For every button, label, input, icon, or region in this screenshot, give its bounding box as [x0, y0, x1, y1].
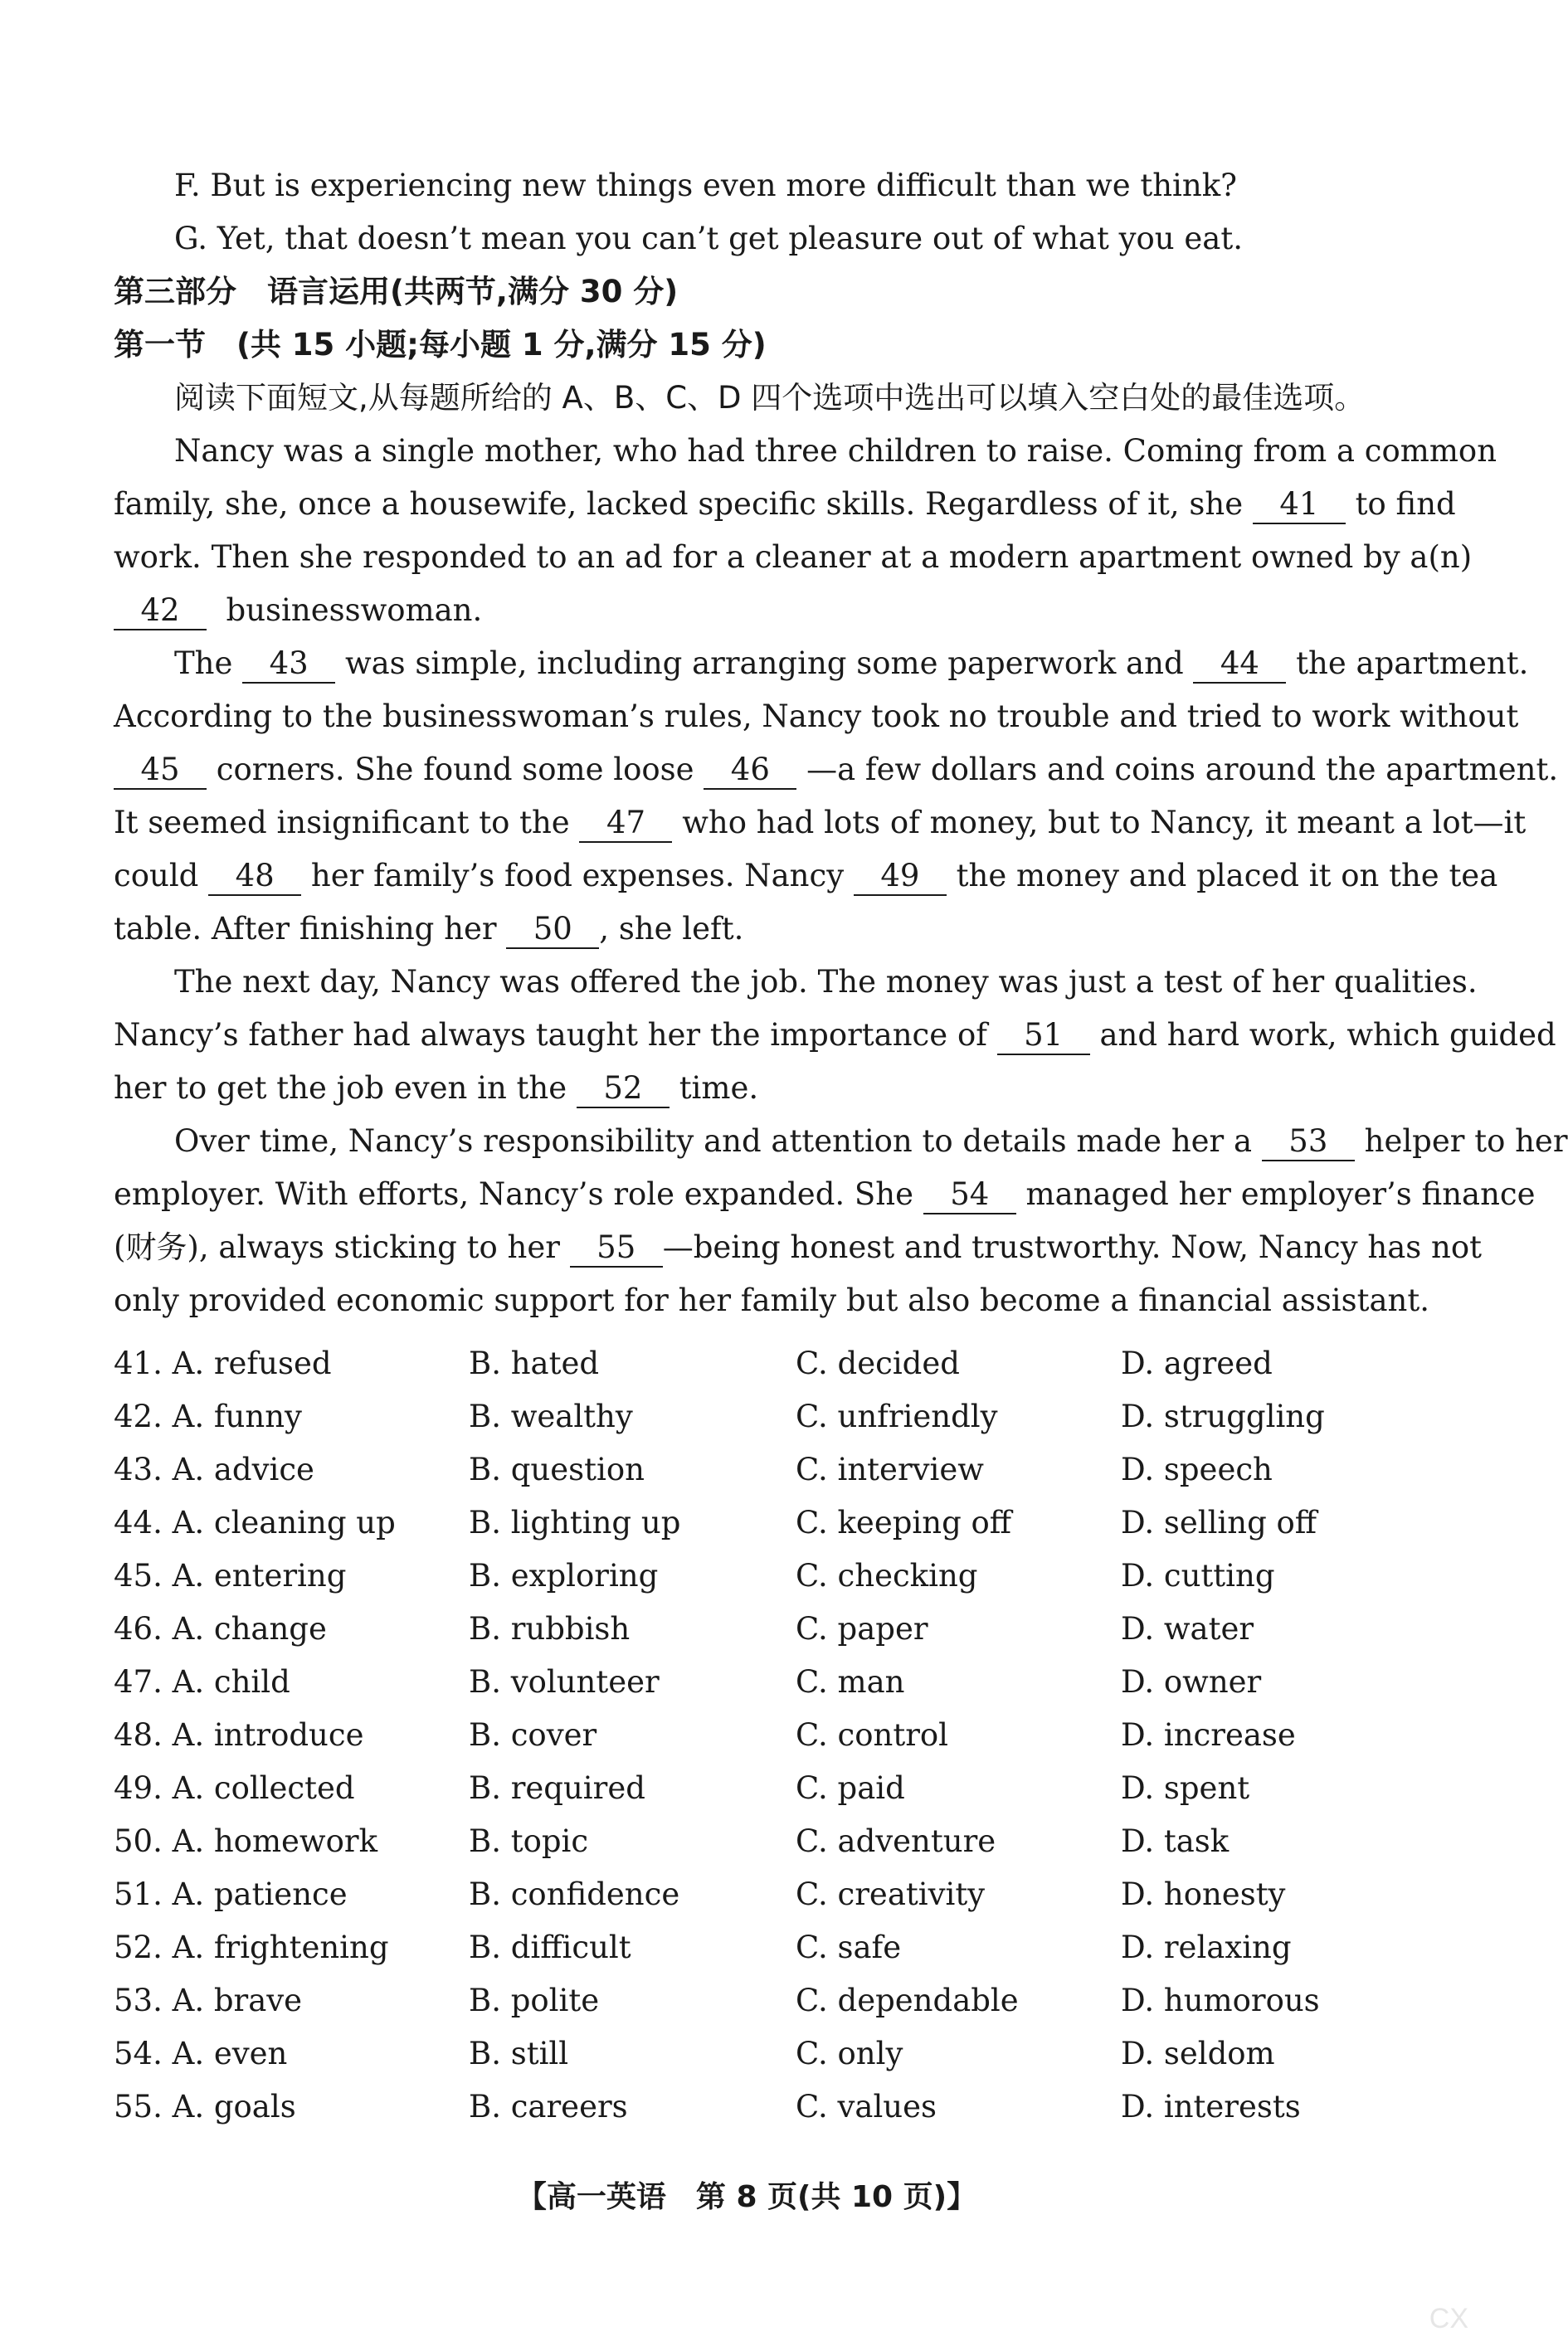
option-c: C. values	[796, 2089, 937, 2125]
text: her family’s food expenses. Nancy	[310, 858, 845, 893]
page-footer: 【高一英语 第 8 页(共 10 页)】	[516, 2180, 977, 2214]
question-row	[114, 1974, 1434, 2027]
question-row	[114, 2027, 1434, 2081]
passage-line	[174, 637, 1529, 690]
text: —being honest and trustworthy. Now, Nancy has not	[662, 1229, 1482, 1265]
question-row	[114, 1709, 1434, 1762]
text: , she left.	[599, 911, 744, 947]
option-c: C. man	[796, 1664, 905, 1700]
blank-42: 42	[114, 592, 207, 630]
text: helper to her	[1364, 1123, 1568, 1159]
option-b: B. volunteer	[469, 1664, 660, 1700]
option-c: C. only	[796, 2036, 903, 2071]
option-c: C. control	[796, 1717, 949, 1753]
option-d: D. interests	[1121, 2089, 1301, 2125]
question-row	[114, 1443, 1434, 1497]
option-d: D. speech	[1121, 1452, 1273, 1487]
option-a: 44. A. cleaning up	[114, 1505, 396, 1540]
text: was simple, including arranging some paperwork and	[344, 645, 1184, 681]
option-d: D. agreed	[1121, 1346, 1273, 1381]
passage-line	[114, 584, 1434, 637]
option-c: C. keeping off	[796, 1505, 1012, 1540]
blank-50: 50	[506, 911, 599, 949]
option-b: B. rubbish	[469, 1611, 631, 1647]
text: It seemed insignificant to the	[114, 805, 570, 840]
text: employer. With efforts, Nancy’s role expanded. She	[114, 1176, 913, 1212]
option-b: B. cover	[469, 1717, 597, 1753]
option-a: 51. A. patience	[114, 1876, 348, 1912]
blank-49: 49	[854, 858, 947, 896]
option-d: D. cutting	[1121, 1558, 1275, 1594]
question-row	[114, 1550, 1434, 1603]
text: managed her employer’s finance	[1025, 1176, 1536, 1212]
blank-45: 45	[114, 752, 207, 790]
option-a: 47. A. child	[114, 1664, 290, 1700]
passage-line	[114, 1009, 1556, 1062]
blank-43: 43	[242, 645, 335, 684]
text: to find	[1355, 486, 1456, 522]
text: and hard work, which guided	[1099, 1017, 1556, 1053]
text: corners. She found some loose	[216, 752, 694, 787]
option-a: 43. A. advice	[114, 1452, 314, 1487]
option-b: B. question	[469, 1452, 645, 1487]
question-row	[114, 1868, 1434, 1921]
option-d: D. water	[1121, 1611, 1254, 1647]
option-b: B. hated	[469, 1346, 600, 1381]
question-row	[114, 1815, 1434, 1868]
option-d: D. selling off	[1121, 1505, 1317, 1540]
option-b: B. careers	[469, 2089, 628, 2125]
option-d: D. task	[1121, 1823, 1230, 1859]
text: Over time, Nancy’s responsibility and attention to details made her a	[174, 1123, 1253, 1159]
option-c: C. safe	[796, 1930, 902, 1965]
option-c: C. paper	[796, 1611, 928, 1647]
option-d: D. struggling	[1121, 1399, 1325, 1434]
option-a: 50. A. homework	[114, 1823, 377, 1859]
text: the apartment.	[1296, 645, 1529, 681]
question-row	[114, 1921, 1434, 1974]
blank-53: 53	[1262, 1123, 1355, 1161]
text: (财务), always sticking to her	[114, 1229, 560, 1265]
text: could	[114, 858, 199, 893]
passage-line: The next day, Nancy was offered the job. The money was just a test of her qualities.	[174, 964, 1478, 1000]
text: her to get the job even in the	[114, 1070, 567, 1106]
watermark: CX	[1429, 2303, 1468, 2334]
option-b: B. topic	[469, 1823, 589, 1859]
section-title: 第一节 (共 15 小题;每小题 1 分,满分 15 分)	[114, 327, 767, 363]
passage-line	[174, 1115, 1568, 1168]
text: businesswoman.	[226, 592, 483, 628]
text: table. After finishing her	[114, 911, 497, 947]
option-d: D. increase	[1121, 1717, 1296, 1753]
option-c: C. creativity	[796, 1876, 986, 1912]
passage-line: work. Then she responded to an ad for a cleaner at a modern apartment owned by a(n)	[114, 539, 1473, 575]
blank-54: 54	[923, 1176, 1016, 1214]
blank-46: 46	[704, 752, 796, 790]
passage-line	[114, 1062, 1434, 1115]
text: —a few dollars and coins around the apartment.	[806, 752, 1559, 787]
text: who had lots of money, but to Nancy, it meant a lot—it	[682, 805, 1527, 840]
option-c: C. paid	[796, 1770, 905, 1806]
option-g: G. Yet, that doesn’t mean you can’t get pleasure out of what you eat.	[174, 221, 1243, 256]
option-b: B. still	[469, 2036, 569, 2071]
option-a: 54. A. even	[114, 2036, 288, 2071]
option-d: D. honesty	[1121, 1876, 1286, 1912]
text: the money and placed it on the tea	[956, 858, 1498, 893]
option-a: 48. A. introduce	[114, 1717, 364, 1753]
option-d: D. spent	[1121, 1770, 1250, 1806]
option-a: 41. A. refused	[114, 1346, 332, 1381]
option-b: B. difficult	[469, 1930, 631, 1965]
option-a: 55. A. goals	[114, 2089, 296, 2125]
question-row	[114, 1497, 1434, 1550]
passage-line: Nancy was a single mother, who had three children to raise. Coming from a common	[174, 433, 1497, 469]
passage-line: only provided economic support for her family but also become a financial assistant.	[114, 1283, 1430, 1318]
option-d: D. seldom	[1121, 2036, 1275, 2071]
option-b: B. required	[469, 1770, 645, 1806]
question-row	[114, 2081, 1434, 2134]
option-a: 49. A. collected	[114, 1770, 355, 1806]
passage-line	[114, 849, 1498, 903]
passage-line	[114, 1168, 1536, 1221]
option-d: D. owner	[1121, 1664, 1262, 1700]
text: time.	[679, 1070, 759, 1106]
option-a: 53. A. brave	[114, 1983, 303, 2018]
blank-51: 51	[997, 1017, 1090, 1055]
option-b: B. wealthy	[469, 1399, 633, 1434]
option-b: B. exploring	[469, 1558, 659, 1594]
passage-line	[114, 478, 1456, 531]
option-c: C. dependable	[796, 1983, 1019, 2018]
option-a: 42. A. funny	[114, 1399, 302, 1434]
instruction: 阅读下面短文,从每题所给的 A、B、C、D 四个选项中选出可以填入空白处的最佳选项。	[174, 380, 1366, 416]
question-row	[114, 1390, 1434, 1443]
option-a: 46. A. change	[114, 1611, 327, 1647]
blank-44: 44	[1193, 645, 1286, 684]
option-f: F. But is experiencing new things even more difficult than we think?	[174, 168, 1237, 203]
blank-41: 41	[1253, 486, 1346, 524]
option-b: B. lighting up	[469, 1505, 681, 1540]
option-c: C. interview	[796, 1452, 984, 1487]
text: The	[174, 645, 233, 681]
option-b: B. polite	[469, 1983, 600, 2018]
text: Nancy’s father had always taught her the importance of	[114, 1017, 987, 1053]
passage-line	[114, 743, 1559, 796]
passage-line	[114, 1221, 1482, 1274]
option-c: C. unfriendly	[796, 1399, 998, 1434]
option-c: C. checking	[796, 1558, 978, 1594]
blank-52: 52	[577, 1070, 670, 1108]
question-row	[114, 1337, 1434, 1390]
option-b: B. confidence	[469, 1876, 680, 1912]
option-d: D. relaxing	[1121, 1930, 1292, 1965]
question-row	[114, 1656, 1434, 1709]
blank-55: 55	[570, 1229, 663, 1268]
passage-line: According to the businesswoman’s rules, Nancy took no trouble and tried to work without	[114, 698, 1519, 734]
text: family, she, once a housewife, lacked specific skills. Regardless of it, she	[114, 486, 1244, 522]
option-a: 45. A. entering	[114, 1558, 347, 1594]
option-a: 52. A. frightening	[114, 1930, 389, 1965]
option-d: D. humorous	[1121, 1983, 1320, 2018]
part-title: 第三部分 语言运用(共两节,满分 30 分)	[114, 274, 679, 309]
option-c: C. decided	[796, 1346, 960, 1381]
question-row	[114, 1603, 1434, 1656]
passage-line	[114, 903, 1434, 956]
passage-line	[114, 796, 1527, 849]
question-row	[114, 1762, 1434, 1815]
option-c: C. adventure	[796, 1823, 996, 1859]
blank-48: 48	[208, 858, 301, 896]
blank-47: 47	[579, 805, 672, 843]
